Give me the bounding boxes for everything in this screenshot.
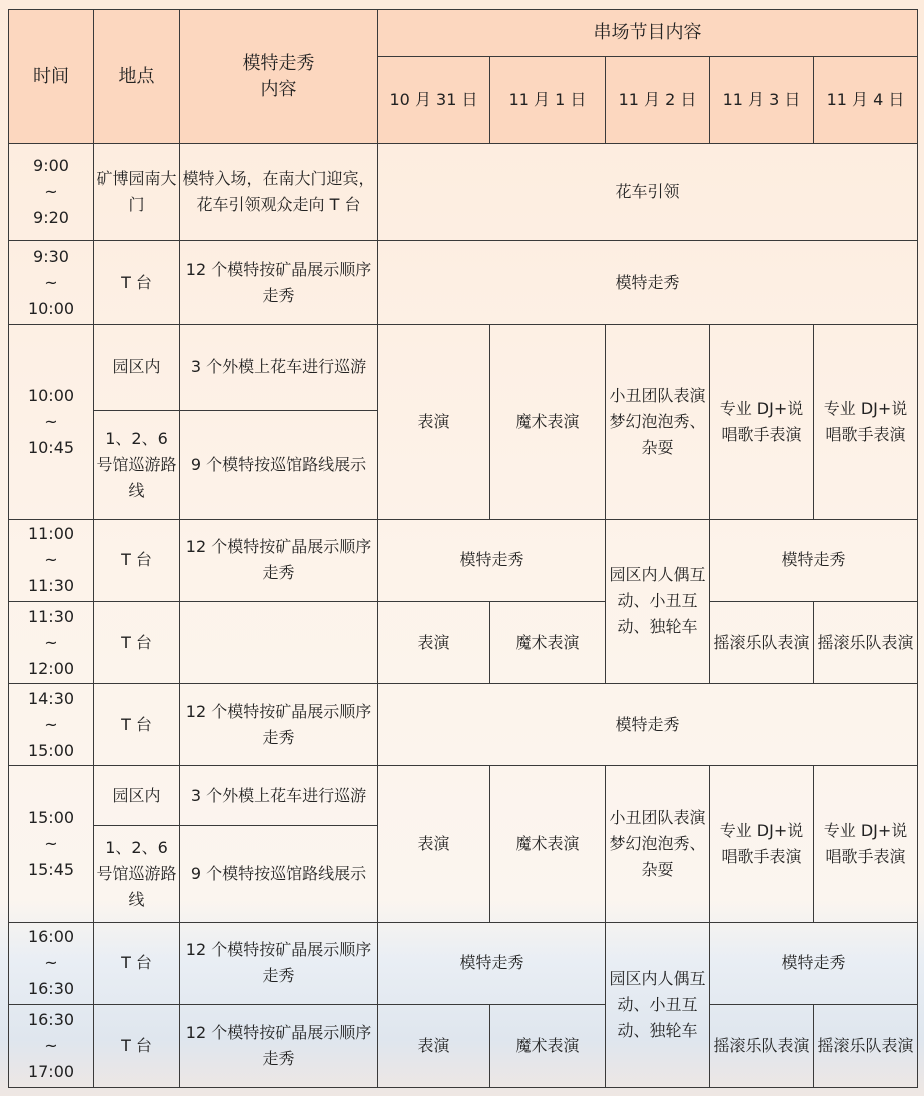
program-cell: 模特走秀 (710, 519, 918, 601)
content-cell: 12 个模特按矿晶展示顺序走秀 (180, 1004, 378, 1087)
table-row (9, 144, 918, 241)
time-cell: 16:00 ~ 16:30 (9, 922, 94, 1004)
program-cell: 专业 DJ+说唱歌手表演 (814, 325, 918, 519)
program-cell: 摇滚乐队表演 (814, 601, 918, 683)
program-cell: 专业 DJ+说唱歌手表演 (710, 766, 814, 922)
header-date-1102: 11 月 2 日 (606, 57, 710, 144)
program-cell: 摇滚乐队表演 (710, 1004, 814, 1087)
content-cell: 9 个模特按巡馆路线展示 (180, 826, 378, 922)
time-cell: 11:30 ~ 12:00 (9, 601, 94, 683)
program-cell: 表演 (378, 766, 490, 922)
program-cell: 魔术表演 (490, 1004, 606, 1087)
program-cell: 园区内人偶互动、小丑互动、独轮车 (606, 922, 710, 1087)
content-cell: 3 个外模上花车进行巡游 (180, 325, 378, 410)
program-cell: 魔术表演 (490, 601, 606, 683)
program-cell: 摇滚乐队表演 (814, 1004, 918, 1087)
header-program-group: 串场节目内容 (378, 10, 918, 57)
table-row (9, 601, 918, 683)
time-cell: 11:00 ~ 11:30 (9, 519, 94, 601)
place-cell: 1、2、6 号馆巡游路线 (94, 826, 180, 922)
table-row (9, 325, 918, 410)
program-cell: 小丑团队表演梦幻泡泡秀、杂耍 (606, 766, 710, 922)
program-cell: 魔术表演 (490, 766, 606, 922)
program-cell: 模特走秀 (710, 922, 918, 1004)
header-time: 时间 (9, 10, 94, 144)
header-show-content: 模特走秀 内容 (180, 10, 378, 144)
place-cell: T 台 (94, 519, 180, 601)
header-date-1101: 11 月 1 日 (490, 57, 606, 144)
table-row (9, 1004, 918, 1087)
program-cell: 模特走秀 (378, 922, 606, 1004)
time-cell: 9:00 ~ 9:20 (9, 144, 94, 241)
program-cell: 模特走秀 (378, 519, 606, 601)
program-cell: 专业 DJ+说唱歌手表演 (710, 325, 814, 519)
program-cell: 模特走秀 (378, 241, 918, 325)
place-cell: T 台 (94, 241, 180, 325)
content-cell: 12 个模特按矿晶展示顺序走秀 (180, 922, 378, 1004)
program-cell: 摇滚乐队表演 (710, 601, 814, 683)
place-cell: 1、2、6 号馆巡游路线 (94, 410, 180, 519)
content-cell: 9 个模特按巡馆路线展示 (180, 410, 378, 519)
content-cell: 12 个模特按矿晶展示顺序走秀 (180, 241, 378, 325)
table-row (9, 684, 918, 766)
place-cell: T 台 (94, 684, 180, 766)
table-row (9, 241, 918, 325)
time-cell: 15:00 ~ 15:45 (9, 766, 94, 922)
place-cell: T 台 (94, 922, 180, 1004)
program-cell: 表演 (378, 1004, 490, 1087)
program-cell: 表演 (378, 325, 490, 519)
header-date-1104: 11 月 4 日 (814, 57, 918, 144)
content-cell (180, 601, 378, 683)
header-place: 地点 (94, 10, 180, 144)
program-cell: 园区内人偶互动、小丑互动、独轮车 (606, 519, 710, 683)
place-cell: 园区内 (94, 325, 180, 410)
program-cell: 专业 DJ+说唱歌手表演 (814, 766, 918, 922)
header-date-1103: 11 月 3 日 (710, 57, 814, 144)
content-cell: 12 个模特按矿晶展示顺序走秀 (180, 519, 378, 601)
schedule-table (8, 9, 918, 1088)
time-cell: 10:00 ~ 10:45 (9, 325, 94, 519)
program-cell: 表演 (378, 601, 490, 683)
program-cell: 花车引领 (378, 144, 918, 241)
program-cell: 模特走秀 (378, 684, 918, 766)
time-cell: 16:30 ~ 17:00 (9, 1004, 94, 1087)
program-cell: 魔术表演 (490, 325, 606, 519)
program-cell: 小丑团队表演梦幻泡泡秀、杂耍 (606, 325, 710, 519)
time-cell: 9:30 ~ 10:00 (9, 241, 94, 325)
content-cell: 12 个模特按矿晶展示顺序走秀 (180, 684, 378, 766)
table-row (9, 766, 918, 826)
place-cell: 矿博园南大门 (94, 144, 180, 241)
place-cell: T 台 (94, 601, 180, 683)
place-cell: 园区内 (94, 766, 180, 826)
content-cell: 3 个外模上花车进行巡游 (180, 766, 378, 826)
table-row (9, 922, 918, 1004)
content-cell: 模特入场，在南大门迎宾，花车引领观众走向 T 台 (180, 144, 378, 241)
table-row (9, 519, 918, 601)
header-date-1031: 10 月 31 日 (378, 57, 490, 144)
time-cell: 14:30 ~ 15:00 (9, 684, 94, 766)
place-cell: T 台 (94, 1004, 180, 1087)
